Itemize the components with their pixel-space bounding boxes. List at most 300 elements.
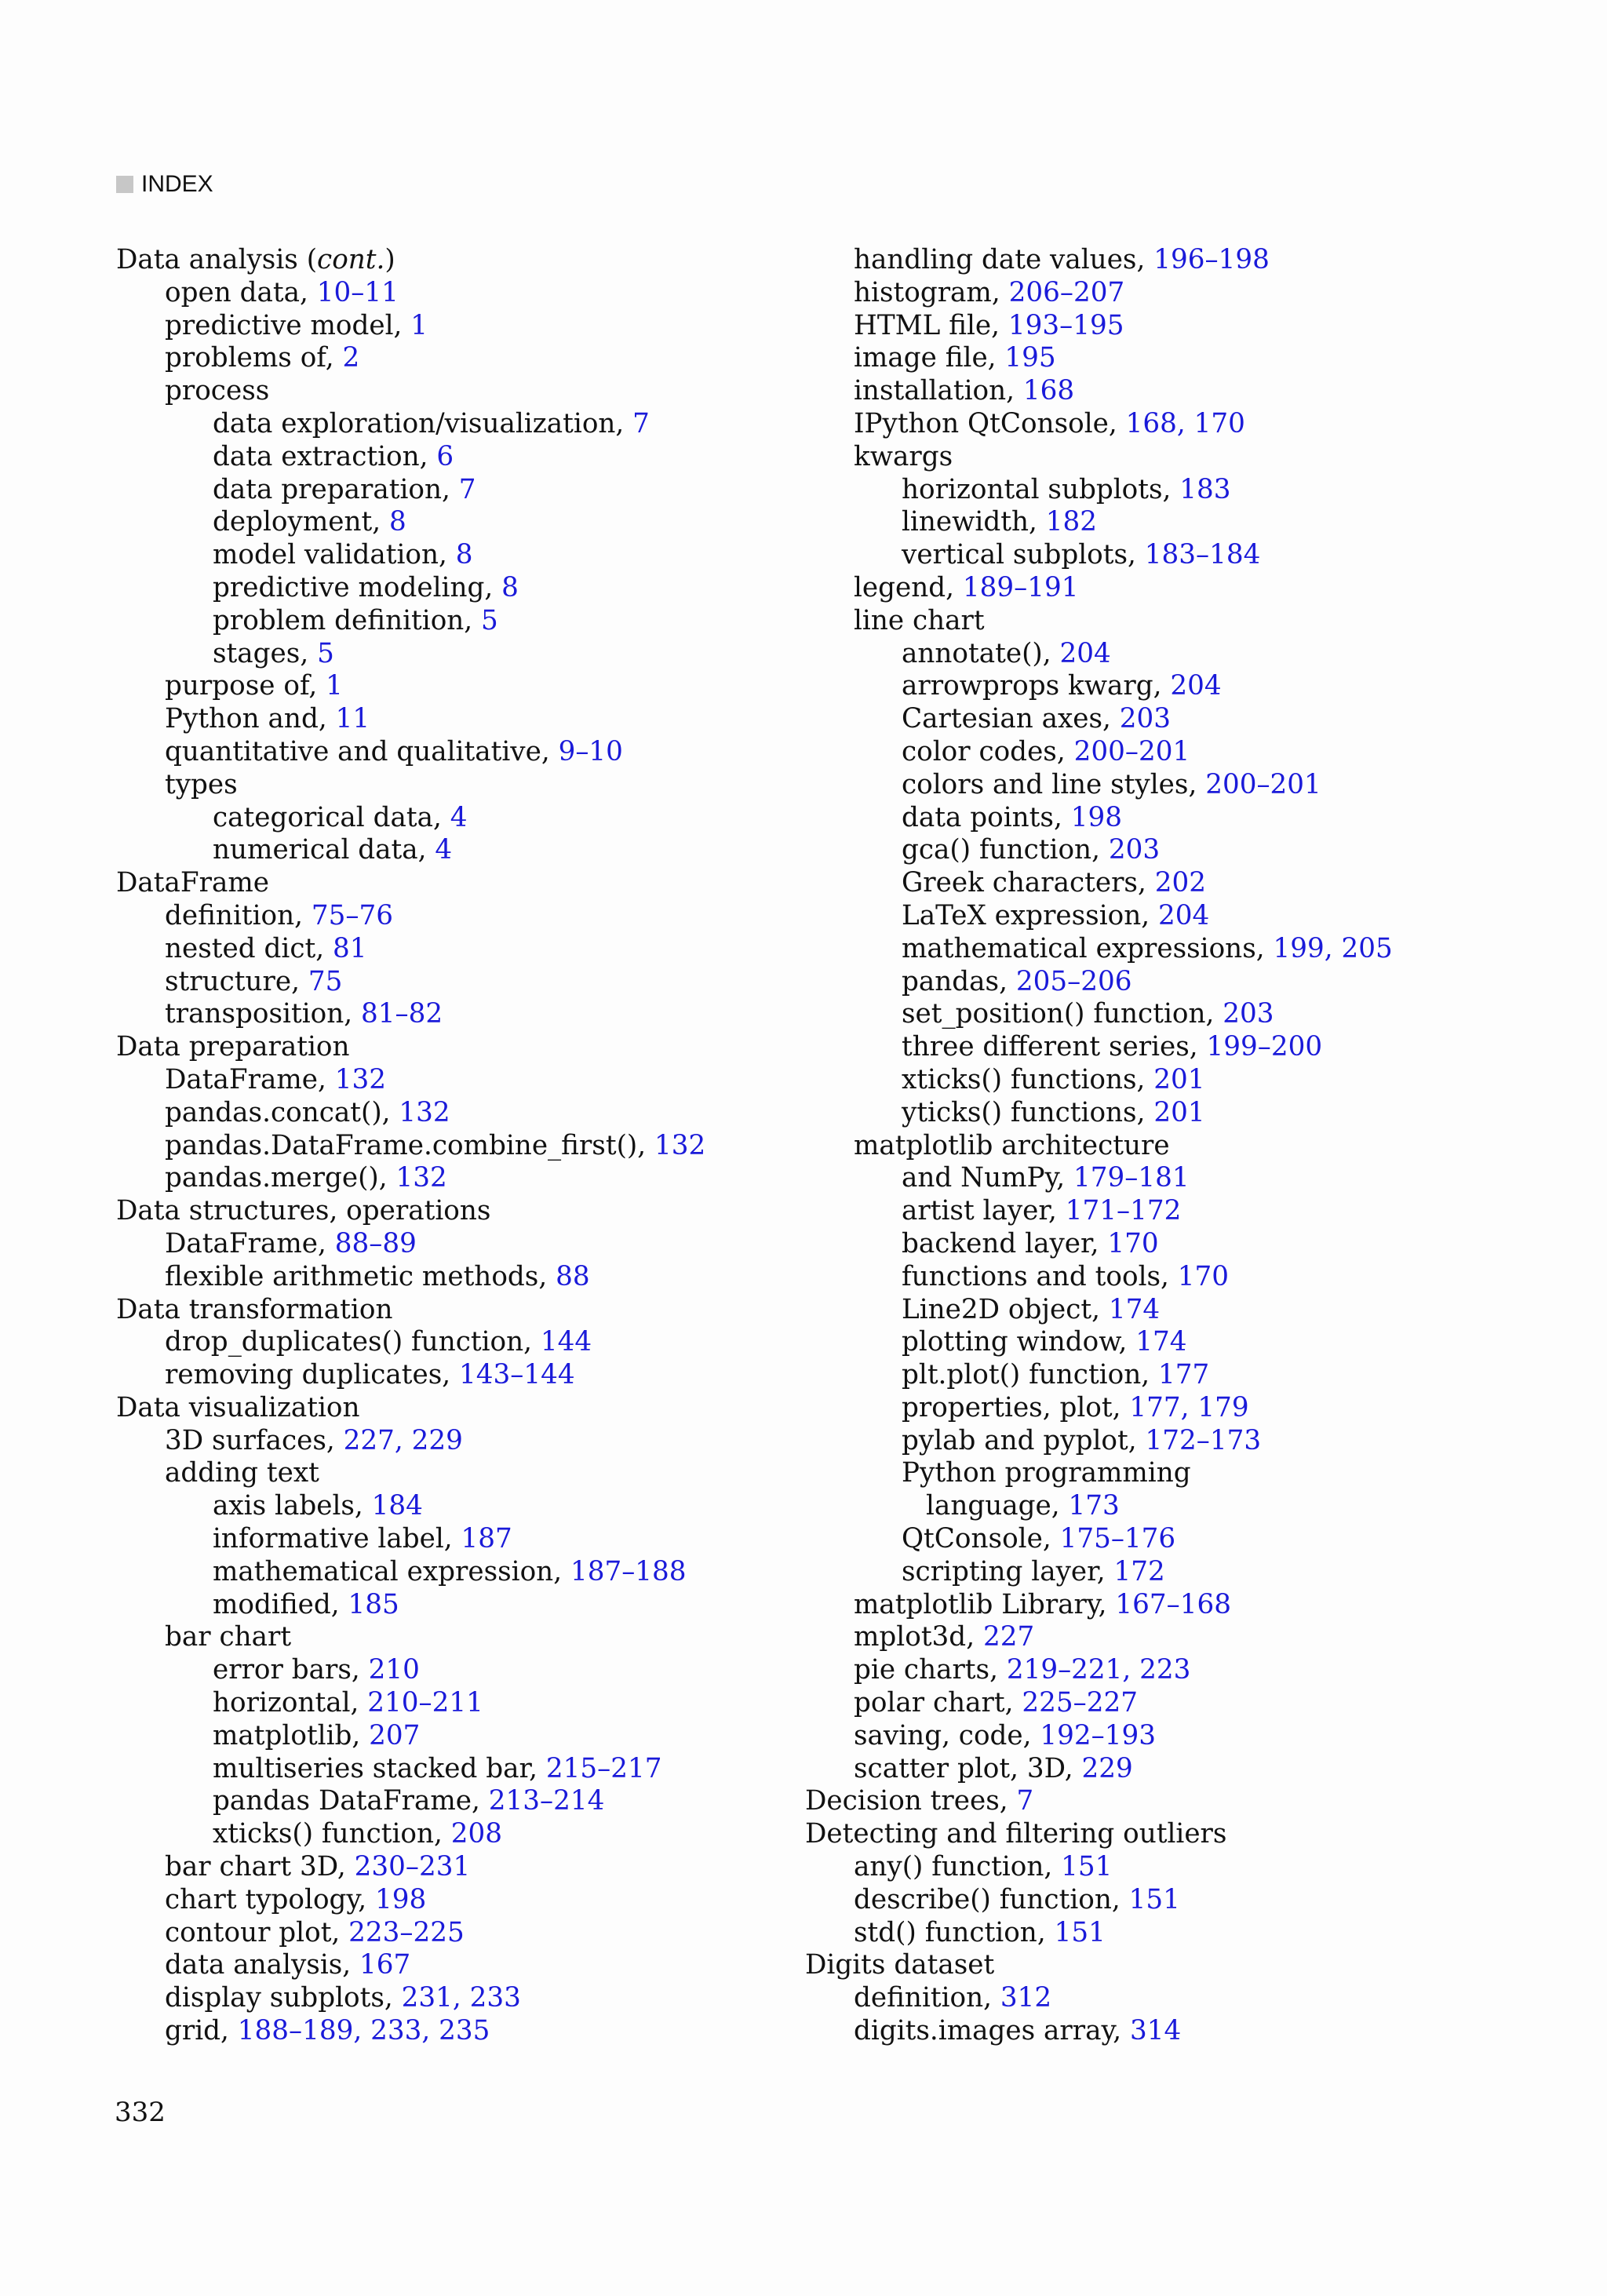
page-reference-link[interactable]: 184 (371, 1490, 423, 1522)
index-term: categorical data, (213, 801, 450, 833)
index-entry (805, 1654, 1393, 1687)
page-reference-link[interactable]: 143–144 (459, 1359, 575, 1391)
index-entry (116, 1818, 705, 1851)
page-reference-link[interactable]: 195 (1004, 342, 1056, 374)
page-reference-link[interactable]: 88–89 (334, 1227, 417, 1259)
page-reference-link[interactable]: 199–200 (1206, 1031, 1323, 1063)
index-term: axis labels, (213, 1490, 372, 1522)
page-reference-link[interactable]: 210–211 (367, 1687, 483, 1719)
index-entry (805, 1359, 1393, 1392)
index-entry (116, 1457, 705, 1490)
index-entry (805, 1589, 1393, 1622)
index-entry (116, 1720, 705, 1753)
page-reference-link[interactable]: 172 (1113, 1555, 1165, 1587)
index-entry (116, 539, 705, 572)
index-term: mathematical expressions, (902, 932, 1274, 964)
index-entry (805, 1326, 1393, 1359)
page-reference-link[interactable]: 203 (1119, 703, 1172, 735)
index-entry (805, 638, 1393, 671)
page-reference-link[interactable]: 75–76 (311, 899, 393, 931)
page-reference-link[interactable]: 187 (461, 1523, 512, 1555)
page-reference-link[interactable]: 225–227 (1022, 1687, 1138, 1719)
index-term: numerical data, (213, 834, 435, 866)
page-reference-link[interactable]: 229 (1081, 1752, 1133, 1784)
index-entry (805, 867, 1393, 900)
index-entry (805, 1294, 1393, 1327)
index-entry (805, 1195, 1393, 1228)
index-term: artist layer, (902, 1195, 1066, 1227)
index-term: gca() function, (902, 834, 1109, 866)
index-entry (116, 1589, 705, 1622)
index-term: types (165, 768, 238, 800)
index-term: informative label, (213, 1523, 461, 1555)
index-term: IPython QtConsole, (854, 407, 1126, 439)
page-reference-link[interactable]: 219–221, 223 (1006, 1654, 1191, 1686)
index-entry (805, 1720, 1393, 1753)
index-entry (116, 310, 705, 343)
page-reference-link[interactable]: 167 (359, 1949, 411, 1981)
index-entry (116, 703, 705, 736)
index-entry (116, 375, 705, 408)
index-entry (116, 1064, 705, 1097)
page-reference-link[interactable]: 207 (369, 1719, 421, 1751)
index-term: linewidth, (902, 506, 1046, 538)
index-term: Python and, (165, 703, 336, 735)
index-entry (116, 1654, 705, 1687)
page-reference-link[interactable]: 1 (410, 309, 428, 341)
page-reference-link[interactable]: 5 (317, 637, 334, 669)
index-entry (805, 1785, 1393, 1818)
index-entry (116, 1359, 705, 1392)
page-reference-link[interactable]: 202 (1154, 867, 1206, 899)
page-reference-link[interactable]: 200–201 (1205, 768, 1321, 800)
index-term: pandas DataFrame, (213, 1785, 489, 1817)
index-term: 3D surfaces, (165, 1424, 344, 1456)
index-entry (116, 1851, 705, 1884)
index-entry (805, 310, 1393, 343)
page-reference-link[interactable]: 88 (556, 1260, 590, 1292)
index-entry (116, 1130, 705, 1163)
index-entry (805, 1490, 1393, 1523)
index-entry (116, 441, 705, 474)
index-term: deployment, (213, 506, 389, 538)
page-reference-link[interactable]: 9–10 (558, 735, 623, 767)
index-term: definition, (165, 899, 312, 931)
index-entry (805, 1917, 1393, 1950)
index-entry (116, 572, 705, 605)
index-entry (805, 703, 1393, 736)
page-reference-link[interactable]: 199, 205 (1273, 932, 1393, 964)
index-term: Digits dataset (805, 1949, 995, 1981)
page-reference-link[interactable]: 132 (395, 1162, 447, 1194)
page-reference-link[interactable]: 210 (368, 1654, 420, 1686)
index-term: set_position() function, (902, 998, 1223, 1030)
index-entry (805, 1392, 1393, 1425)
page-reference-link[interactable]: 203 (1223, 998, 1274, 1030)
index-term: data extraction, (213, 440, 437, 472)
page-reference-link[interactable]: 231, 233 (401, 1982, 521, 2014)
page-reference-link[interactable]: 151 (1054, 1916, 1106, 1948)
page-reference-link[interactable]: 179–181 (1073, 1162, 1190, 1194)
index-term: annotate(), (902, 637, 1060, 669)
index-term: Cartesian axes, (902, 703, 1120, 735)
index-column-left (116, 244, 705, 2048)
index-entry (805, 966, 1393, 999)
page-reference-link[interactable]: 4 (435, 834, 453, 866)
index-term: scripting layer, (902, 1555, 1114, 1587)
page-reference-link[interactable]: 183 (1179, 473, 1231, 505)
index-term: language, (926, 1490, 1069, 1522)
page-reference-link[interactable]: 182 (1045, 506, 1097, 538)
index-term: Python programming (902, 1457, 1191, 1489)
page-reference-link[interactable]: 7 (632, 407, 650, 439)
index-entry (116, 342, 705, 375)
index-term: properties, plot, (902, 1391, 1130, 1423)
index-term: data analysis, (165, 1949, 360, 1981)
index-term: bar chart (165, 1621, 292, 1653)
index-entry (805, 1425, 1393, 1458)
index-term: data preparation, (213, 473, 459, 505)
index-term: pandas, (902, 965, 1016, 997)
index-term: HTML file, (854, 309, 1008, 341)
index-entry (805, 572, 1393, 605)
page-reference-link[interactable]: 183–184 (1144, 539, 1261, 571)
index-term: error bars, (213, 1654, 369, 1686)
index-term: pandas.DataFrame.combine_first(), (165, 1129, 654, 1161)
page-reference-link[interactable]: 175–176 (1059, 1523, 1176, 1555)
index-entry (805, 1884, 1393, 1917)
index-entry (805, 342, 1393, 375)
index-term: flexible arithmetic methods, (165, 1260, 556, 1292)
index-term: plotting window, (902, 1326, 1136, 1358)
index-entry (116, 605, 705, 638)
page-reference-link[interactable]: 174 (1135, 1326, 1187, 1358)
index-entry (116, 1261, 705, 1294)
index-entry (805, 1130, 1393, 1163)
index-entry (116, 1392, 705, 1425)
index-term: scatter plot, 3D, (854, 1752, 1082, 1784)
page-reference-link[interactable]: 173 (1068, 1490, 1120, 1522)
index-term: DataFrame, (165, 1227, 335, 1259)
index-entry (116, 966, 705, 999)
index-term: plt.plot() function, (902, 1359, 1158, 1391)
index-entry (116, 769, 705, 802)
index-term: QtConsole, (902, 1523, 1060, 1555)
index-entry (116, 1294, 705, 1327)
index-term: functions and tools, (902, 1260, 1178, 1292)
page-reference-link[interactable]: 2 (342, 342, 360, 374)
index-term: data points, (902, 801, 1071, 833)
page-reference-link[interactable]: 208 (450, 1818, 503, 1850)
page-reference-link[interactable]: 185 (348, 1588, 399, 1620)
index-term: installation, (854, 375, 1023, 407)
index-term: process (165, 375, 270, 407)
index-term: purpose of, (165, 670, 326, 702)
page-reference-link[interactable]: 168 (1022, 375, 1075, 407)
index-term: kwargs (854, 440, 953, 472)
index-entry (805, 1064, 1393, 1097)
index-entry (805, 244, 1393, 277)
index-term: horizontal subplots, (902, 473, 1180, 505)
page-reference-link[interactable]: 4 (450, 801, 468, 833)
index-term: xticks() functions, (902, 1063, 1154, 1095)
page-reference-link[interactable]: 204 (1170, 670, 1222, 702)
header-label: INDEX (141, 171, 213, 197)
index-term: mplot3d, (854, 1621, 983, 1653)
header-square-icon (116, 176, 133, 193)
index-term: adding text (165, 1457, 319, 1489)
index-term: data exploration/visualization, (213, 407, 633, 439)
page-reference-link[interactable]: 206–207 (1008, 276, 1125, 308)
index-term: pandas.concat(), (165, 1096, 399, 1128)
page-reference-link[interactable]: 215–217 (545, 1752, 662, 1784)
index-entry (805, 474, 1393, 507)
index-entry (805, 1162, 1393, 1195)
page-reference-link[interactable]: 230–231 (354, 1851, 471, 1883)
index-entry (116, 277, 705, 310)
index-entry (116, 736, 705, 769)
index-term: Data analysis ( (116, 244, 318, 275)
index-entry (805, 998, 1393, 1031)
index-term: multiseries stacked bar, (213, 1752, 546, 1784)
page-reference-link[interactable]: 1 (326, 670, 343, 702)
index-entry (116, 1195, 705, 1228)
index-term: mathematical expression, (213, 1555, 570, 1587)
page-reference-link[interactable]: 170 (1107, 1227, 1159, 1259)
index-entry (805, 539, 1393, 572)
index-term: structure, (165, 965, 308, 997)
page-reference-link[interactable]: 314 (1130, 2015, 1182, 2047)
page-reference-link[interactable]: 81 (332, 932, 367, 964)
page-reference-link[interactable]: 10–11 (316, 276, 399, 308)
index-entry (116, 408, 705, 441)
index-term: chart typology, (165, 1883, 375, 1915)
index-entry (805, 1851, 1393, 1884)
page-reference-link[interactable]: 312 (1000, 1982, 1052, 2014)
index-entry (116, 1917, 705, 1950)
index-entry (116, 2015, 705, 2048)
index-entry (805, 1949, 1393, 1982)
index-entry (116, 638, 705, 671)
index-entry (805, 1097, 1393, 1130)
page-reference-link[interactable]: 201 (1153, 1096, 1205, 1128)
page-reference-link[interactable]: 8 (455, 539, 473, 571)
page-reference-link[interactable]: 177 (1157, 1359, 1210, 1391)
index-term: matplotlib architecture (854, 1129, 1170, 1161)
index-term: horizontal, (213, 1687, 368, 1719)
page-reference-link[interactable]: 203 (1108, 834, 1161, 866)
index-term: removing duplicates, (165, 1359, 460, 1391)
index-entry (116, 1753, 705, 1786)
index-term: color codes, (902, 735, 1074, 767)
index-entry (116, 1949, 705, 1982)
page-reference-link[interactable]: 198 (374, 1883, 427, 1915)
index-term: nested dict, (165, 932, 333, 964)
index-entry (805, 375, 1393, 408)
page-reference-link[interactable]: 75 (308, 965, 343, 997)
index-term: any() function, (854, 1851, 1062, 1883)
page-reference-link[interactable]: 168, 170 (1125, 407, 1245, 439)
page-reference-link[interactable]: 196–198 (1153, 244, 1270, 275)
index-term: transposition, (165, 998, 361, 1030)
index-entry (116, 1326, 705, 1359)
page-reference-link[interactable]: 167–168 (1115, 1588, 1232, 1620)
page-reference-link[interactable]: 204 (1158, 899, 1210, 931)
index-entry (805, 1228, 1393, 1261)
index-entry (116, 1097, 705, 1130)
index-entry (805, 1556, 1393, 1589)
index-entry (116, 834, 705, 867)
index-entry (805, 834, 1393, 867)
index-term: pandas.merge(), (165, 1162, 396, 1194)
index-entry (116, 1785, 705, 1818)
index-entry (805, 408, 1393, 441)
page-reference-link[interactable]: 198 (1070, 801, 1122, 833)
index-term: Detecting and filtering outliers (805, 1818, 1227, 1850)
page-reference-link[interactable]: 188–189, 233, 235 (237, 2015, 490, 2047)
index-term: DataFrame, (165, 1063, 335, 1095)
index-term: pie charts, (854, 1654, 1007, 1686)
index-term: Data preparation (116, 1031, 350, 1063)
page-reference-link[interactable]: 5 (481, 604, 498, 636)
page-reference-link[interactable]: 227 (982, 1621, 1035, 1653)
index-entry (805, 736, 1393, 769)
index-entry (805, 933, 1393, 966)
page-reference-link[interactable]: 151 (1128, 1883, 1180, 1915)
index-term: yticks() functions, (902, 1096, 1154, 1128)
index-entry (805, 1457, 1393, 1490)
index-entry (805, 506, 1393, 539)
index-entry (805, 441, 1393, 474)
index-term: Data structures, operations (116, 1195, 491, 1227)
index-column-right (805, 244, 1393, 2048)
page-reference-link[interactable]: 171–172 (1065, 1195, 1182, 1227)
page-reference-link[interactable]: 201 (1153, 1063, 1205, 1095)
page-reference-link[interactable]: 7 (458, 473, 476, 505)
page-reference-link[interactable]: 192–193 (1040, 1719, 1157, 1751)
index-term: grid, (165, 2015, 238, 2047)
index-term: and NumPy, (902, 1162, 1074, 1194)
index-term: colors and line styles, (902, 768, 1206, 800)
index-term: xticks() function, (213, 1818, 451, 1850)
index-entry (116, 1982, 705, 2015)
page-reference-link[interactable]: 189–191 (962, 571, 1079, 603)
index-entry (805, 277, 1393, 310)
index-term-suffix: ) (384, 244, 395, 275)
index-term: saving, code, (854, 1719, 1040, 1751)
running-header (116, 171, 213, 198)
index-entry (805, 1687, 1393, 1720)
index-term: Greek characters, (902, 867, 1155, 899)
index-entry (116, 1031, 705, 1064)
index-entry (805, 1982, 1393, 2015)
page-reference-link[interactable]: 204 (1059, 637, 1111, 669)
page-reference-link[interactable]: 132 (334, 1063, 387, 1095)
page-reference-link[interactable]: 8 (388, 506, 406, 538)
index-term: pylab and pyplot, (902, 1424, 1146, 1456)
index-term: image file, (854, 342, 1005, 374)
index-term: matplotlib Library, (854, 1588, 1116, 1620)
index-term: LaTeX expression, (902, 899, 1159, 931)
page-reference-link[interactable]: 200–201 (1073, 735, 1190, 767)
index-term: std() function, (854, 1916, 1055, 1948)
page-reference-link[interactable]: 11 (335, 703, 370, 735)
page-reference-link[interactable]: 8 (501, 571, 519, 603)
page-reference-link[interactable]: 187–188 (570, 1555, 687, 1587)
index-entry (116, 900, 705, 933)
index-entry (805, 605, 1393, 638)
index-term: Data transformation (116, 1293, 393, 1325)
page-reference-link[interactable]: 81–82 (360, 998, 443, 1030)
index-entry (116, 506, 705, 539)
index-term: contour plot, (165, 1916, 349, 1948)
index-entry (805, 1261, 1393, 1294)
page-reference-link[interactable]: 177, 179 (1129, 1391, 1249, 1423)
index-entry (805, 1818, 1393, 1851)
index-term: model validation, (213, 539, 456, 571)
page-reference-link[interactable]: 227, 229 (343, 1424, 463, 1456)
page-reference-link[interactable]: 193–195 (1008, 309, 1124, 341)
page-reference-link[interactable]: 144 (540, 1326, 592, 1358)
index-term: digits.images array, (854, 2015, 1131, 2047)
page-reference-link[interactable]: 170 (1177, 1260, 1230, 1292)
page-reference-link[interactable]: 174 (1108, 1293, 1161, 1325)
page-reference-link[interactable]: 205–206 (1015, 965, 1132, 997)
page-reference-link[interactable]: 132 (399, 1096, 450, 1128)
index-term: quantitative and qualitative, (165, 735, 559, 767)
index-term: display subplots, (165, 1982, 402, 2014)
page-reference-link[interactable]: 213–214 (488, 1785, 605, 1817)
index-term: legend, (854, 571, 963, 603)
index-entry (116, 1621, 705, 1654)
page-reference-link[interactable]: 151 (1061, 1851, 1113, 1883)
index-entry (805, 1031, 1393, 1064)
index-entry (116, 1687, 705, 1720)
page-reference-link[interactable]: 223–225 (348, 1916, 465, 1948)
index-entry (805, 1621, 1393, 1654)
index-term: vertical subplots, (902, 539, 1145, 571)
index-term: arrowprops kwarg, (902, 670, 1171, 702)
index-entry (116, 1556, 705, 1589)
index-term: problems of, (165, 342, 343, 374)
index-entry (805, 900, 1393, 933)
index-entry (116, 244, 705, 277)
index-entry (805, 769, 1393, 802)
index-term: matplotlib, (213, 1719, 370, 1751)
index-entry (805, 802, 1393, 835)
page-reference-link[interactable]: 172–173 (1145, 1424, 1262, 1456)
index-entry (116, 1884, 705, 1917)
index-term: histogram, (854, 276, 1009, 308)
index-entry (116, 1425, 705, 1458)
index-entry (116, 867, 705, 900)
index-entry (116, 1228, 705, 1261)
page-reference-link[interactable]: 6 (436, 440, 454, 472)
index-term: describe() function, (854, 1883, 1129, 1915)
page-reference-link[interactable]: 132 (654, 1129, 706, 1161)
continued-marker: cont. (317, 244, 385, 275)
index-entry (805, 1753, 1393, 1786)
index-entry (805, 2015, 1393, 2048)
index-term: DataFrame (116, 867, 270, 899)
index-term: three different series, (902, 1031, 1207, 1063)
index-entry (116, 802, 705, 835)
index-term: bar chart 3D, (165, 1851, 355, 1883)
index-term: backend layer, (902, 1227, 1108, 1259)
page-reference-link[interactable]: 7 (1016, 1785, 1034, 1817)
index-entry (116, 933, 705, 966)
index-term: predictive model, (165, 309, 411, 341)
